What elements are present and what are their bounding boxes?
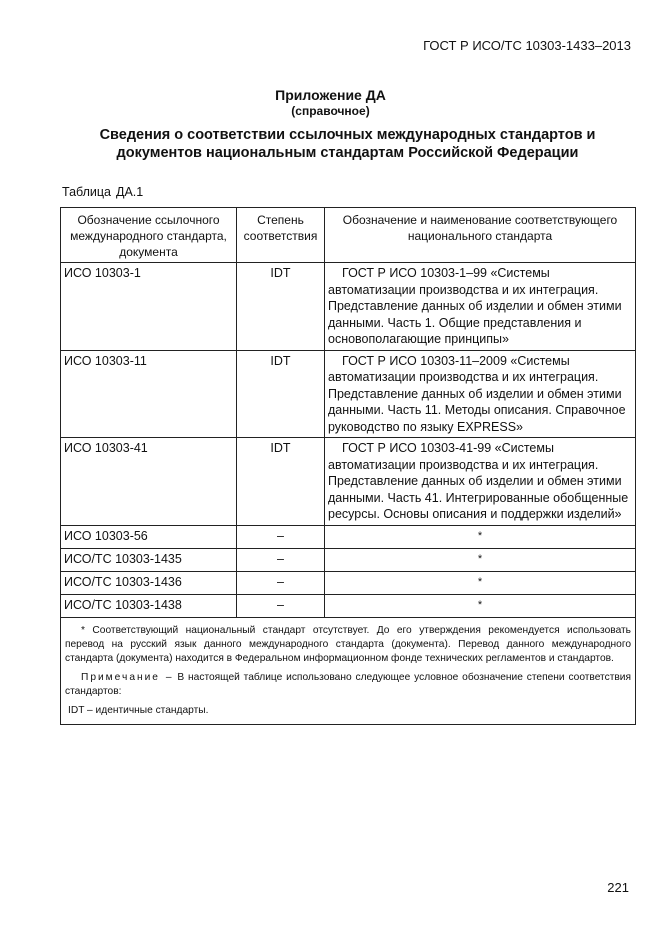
table-label	[62, 185, 143, 199]
cell-national: *	[325, 548, 636, 571]
cell-reference: ИСО 10303-56	[61, 525, 237, 548]
table-row	[61, 548, 636, 571]
table-header-row	[61, 208, 636, 263]
cell-national: *	[325, 571, 636, 594]
cell-degree: –	[237, 525, 325, 548]
heading-line-2: документов национальным стандартам Российской Федерации	[116, 145, 579, 161]
cell-national: *	[325, 525, 636, 548]
cell-reference: ИСО/ТС 10303-1435	[61, 548, 237, 571]
cell-national: *	[325, 594, 636, 617]
column-header-national: Обозначение и наименование соответствующего национального стандарта	[325, 208, 636, 263]
cell-national: ГОСТ Р ИСО 10303-1–99 «Системы автоматизации производства и их интеграция. Представление данных об изделии и обмен этими данными. Часть 1. Общие представления и основополагающие принципы»	[325, 263, 636, 351]
appendix-title: Приложение ДА	[275, 87, 386, 103]
table-notes-row	[61, 617, 636, 724]
column-header-reference: Обозначение ссылочного международного стандарта, документа	[61, 208, 237, 263]
cell-reference: ИСО 10303-1	[61, 263, 237, 351]
idt-definition: IDT – идентичные стандарты.	[68, 704, 209, 716]
cell-degree: IDT	[237, 438, 325, 526]
heading-line-1: Сведения о соответствии ссылочных международных стандартов и	[99, 127, 596, 143]
cell-degree: IDT	[237, 263, 325, 351]
appendix-subtitle: (справочное)	[291, 104, 370, 118]
table-row	[61, 571, 636, 594]
document-code: ГОСТ Р ИСО/ТС 10303-1433–2013	[423, 38, 631, 53]
section-heading	[60, 126, 635, 162]
cell-reference: ИСО 10303-41	[61, 438, 237, 526]
table-row	[61, 350, 636, 438]
cell-reference: ИСО/ТС 10303-1438	[61, 594, 237, 617]
note-text: В настоящей таблице использовано следующее условное обозначение степени соответствия стандартов:	[65, 671, 631, 697]
cell-reference: ИСО/ТС 10303-1436	[61, 571, 237, 594]
cell-degree: IDT	[237, 350, 325, 438]
table-row	[61, 438, 636, 526]
table-notes	[61, 617, 636, 724]
cell-degree: –	[237, 594, 325, 617]
cell-reference: ИСО 10303-11	[61, 350, 237, 438]
note-label: Примечание –	[81, 671, 174, 683]
table-label-word: Таблица	[62, 185, 112, 199]
correspondence-table	[60, 207, 636, 725]
note	[65, 671, 631, 699]
table-row	[61, 525, 636, 548]
footnote: * Соответствующий национальный стандарт отсутствует. До его утверждения рекомендуется использовать перевод на русский язык данного международного стандарта (документа). Перевод данного международного стандарта (документа) находится в Федеральном информационном фонде технических регламентов и стандартов.	[65, 624, 631, 664]
table-label-id: ДА.1	[116, 185, 144, 199]
cell-national: ГОСТ Р ИСО 10303-41-99 «Системы автоматизации производства и их интеграция. Представление данных об изделии и обмен этими данными. Часть 41. Интегрированные обобщенные ресурсы. Основы описания и поддержки изделий»	[325, 438, 636, 526]
cell-degree: –	[237, 571, 325, 594]
table-row	[61, 594, 636, 617]
cell-national: ГОСТ Р ИСО 10303-11–2009 «Системы автоматизации производства и их интеграция. Представление данных об изделии и обмен этими данными. Часть 11. Методы описания. Справочное руководство по языку EXPRESS»	[325, 350, 636, 438]
table-row	[61, 263, 636, 351]
page-number: 221	[607, 880, 629, 895]
column-header-degree: Степень соответствия	[237, 208, 325, 263]
cell-degree: –	[237, 548, 325, 571]
